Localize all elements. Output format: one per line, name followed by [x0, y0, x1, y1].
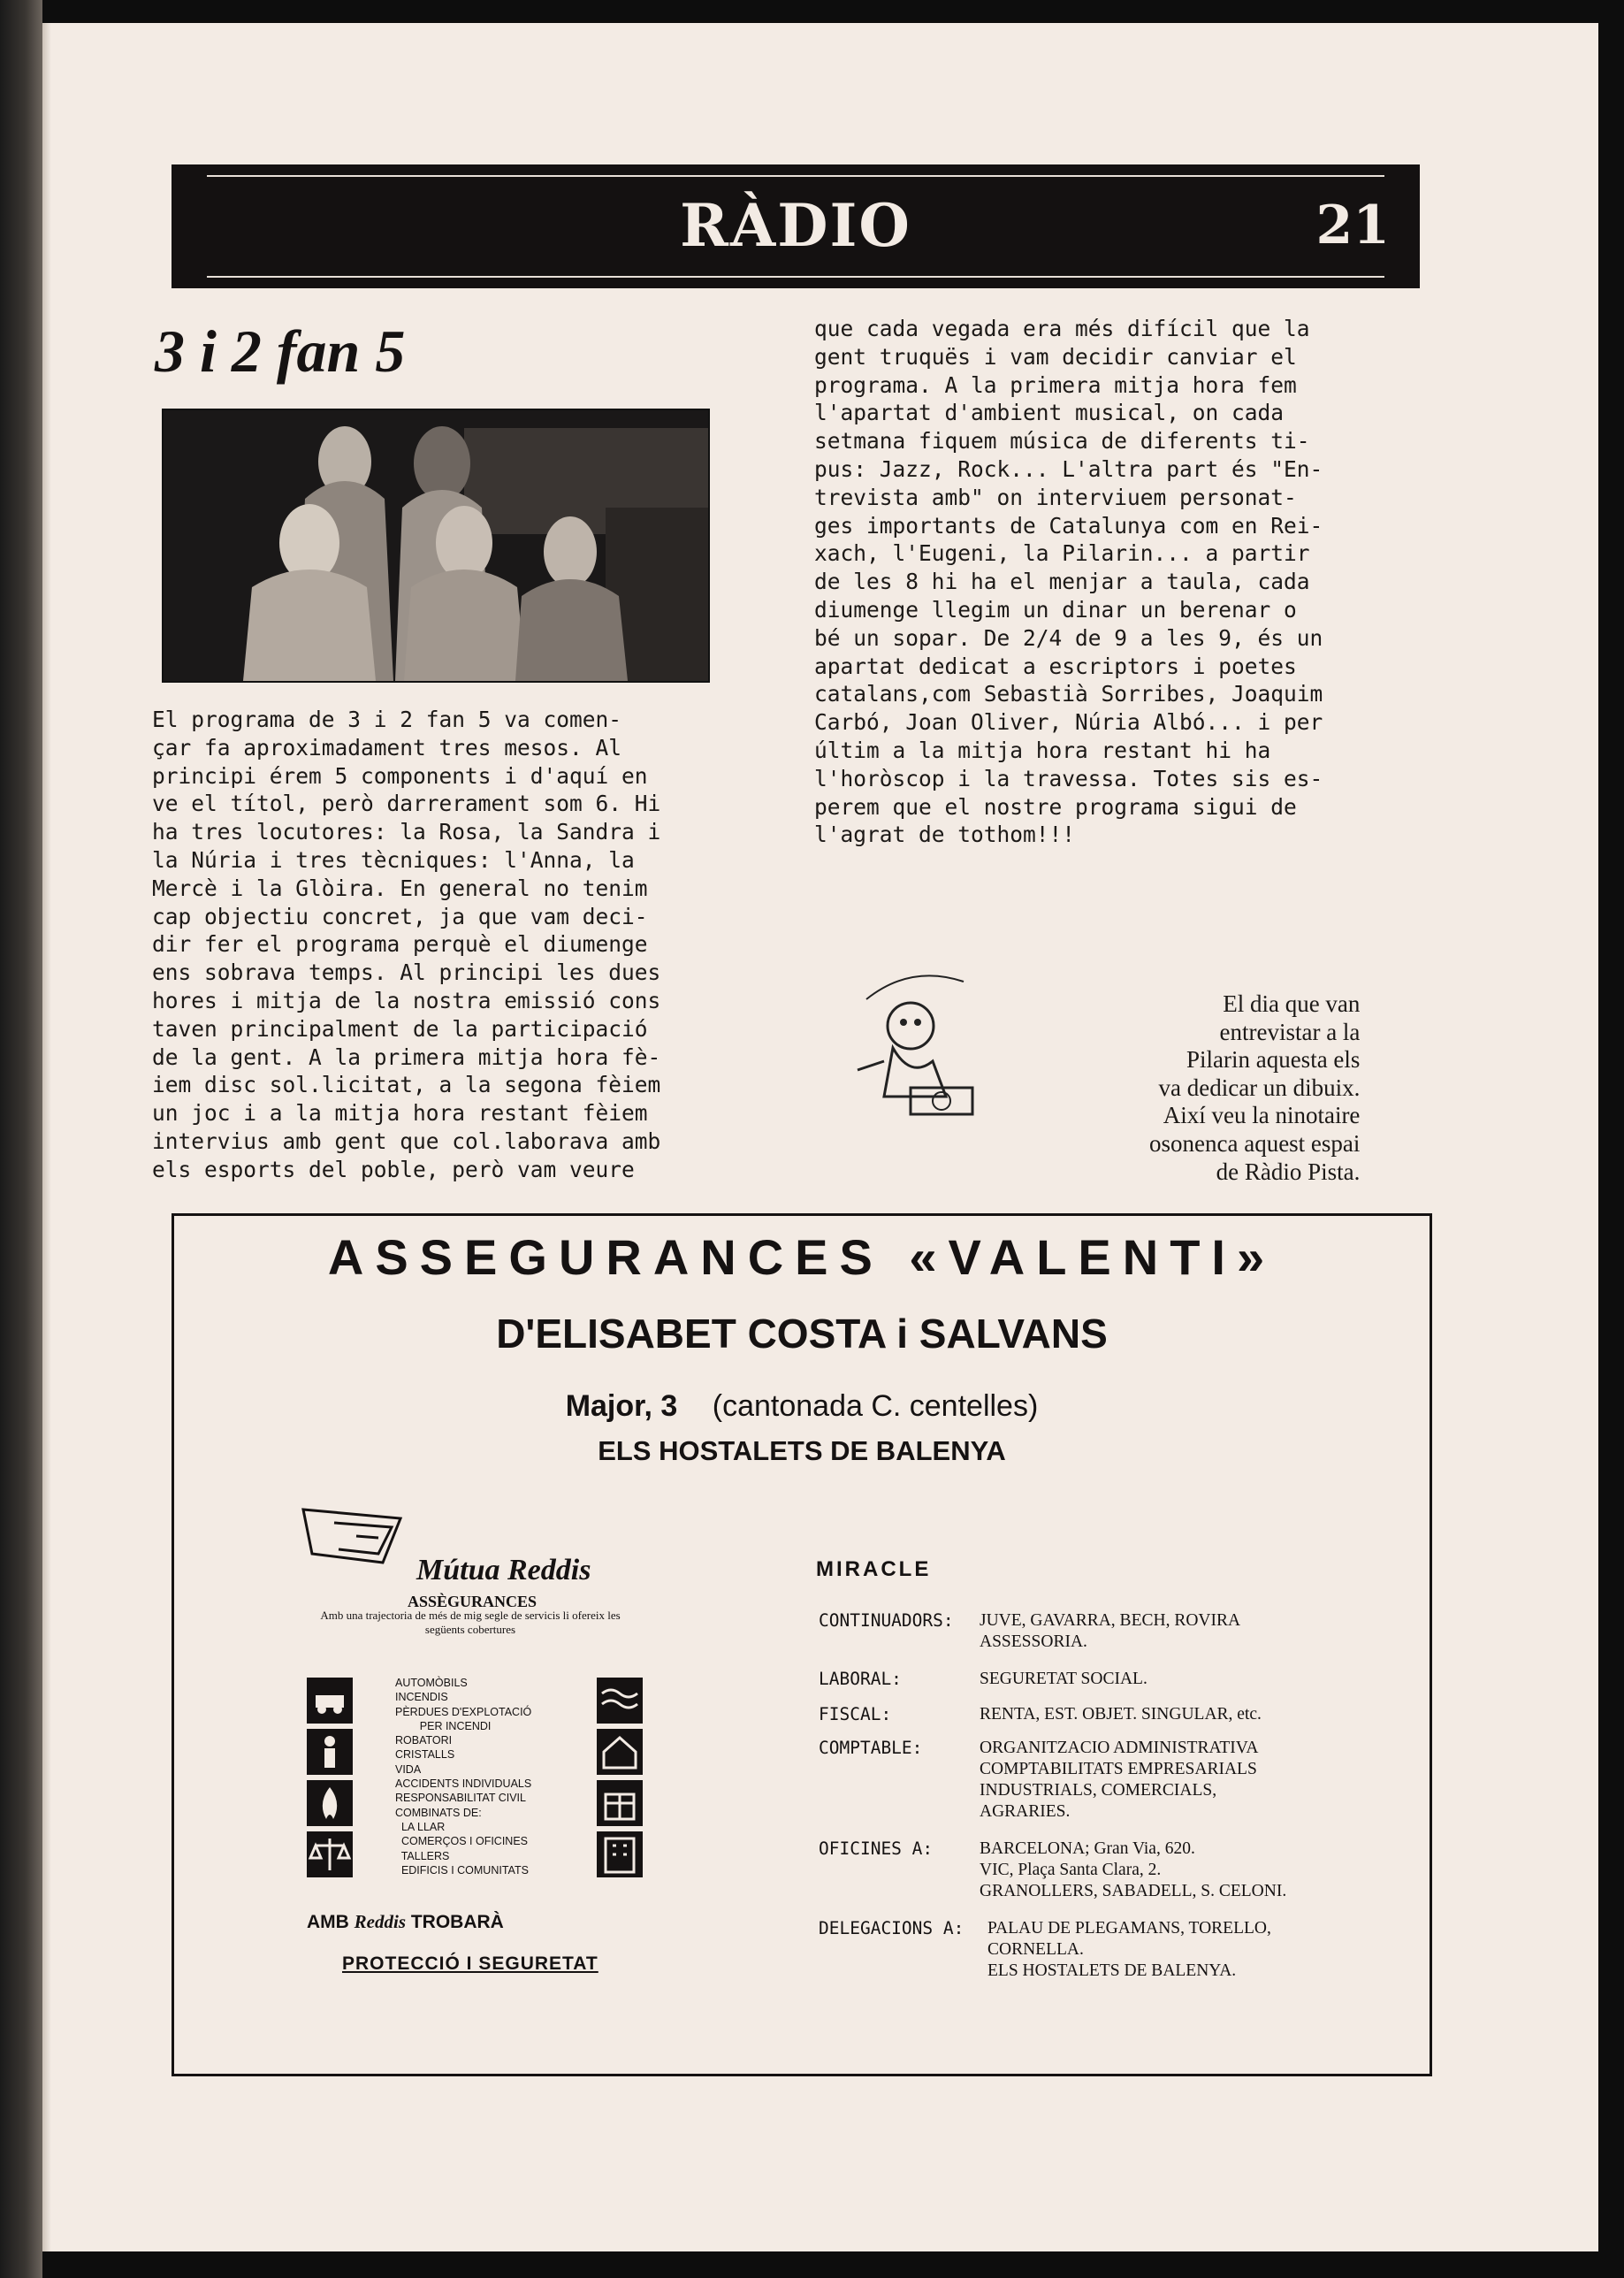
mutua-reddis-logo	[294, 1501, 418, 1570]
miracle-value: ORGANITZACIO ADMINISTRATIVA COMPTABILITATS EMPRESARIALS INDUSTRIALS, COMERCIALS, AGRARIES.	[980, 1739, 1259, 1821]
slogan-post: TROBARÀ	[410, 1912, 504, 1932]
gift-icon	[597, 1780, 643, 1826]
group-photo	[162, 409, 710, 683]
header-bottom-rule	[207, 276, 1384, 278]
section-title: RÀDIO	[680, 191, 911, 260]
ad-corner: (cantonada C. centelles)	[712, 1389, 1039, 1423]
fire-icon	[307, 1780, 353, 1826]
car-icon	[307, 1678, 353, 1724]
section-header	[172, 164, 1420, 288]
miracle-label: COMPTABLE:	[819, 1738, 923, 1758]
person-icon	[307, 1729, 353, 1775]
miracle-value: SEGURETAT SOCIAL.	[980, 1670, 1147, 1688]
group-photo-image	[164, 410, 708, 681]
header-top-rule	[207, 175, 1384, 177]
mutua-assegurances: ASSÈGURANCES	[408, 1593, 538, 1610]
mutua-name: Mútua Reddis	[416, 1554, 591, 1586]
ad-town: ELS HOSTALETS DE BALENYA	[598, 1435, 1006, 1466]
miracle-label: OFICINES A:	[819, 1838, 934, 1859]
miracle-value: RENTA, EST. OBJET. SINGULAR, etc.	[980, 1705, 1262, 1724]
article-title: 3 i 2 fan 5	[155, 317, 406, 385]
miracle-label: FISCAL:	[819, 1704, 892, 1724]
cartoon-caption: El dia que van entrevistar a la Pilarin aquesta els va dedicar un dibuix. Així veu la ninotaire osonenca aquest espai de Ràdio Pista.	[1149, 990, 1361, 1185]
house-icon	[597, 1729, 643, 1775]
book-spine	[0, 0, 42, 2278]
waves-icon	[597, 1678, 643, 1724]
mutua-tagline: Amb una trajectoria de més de mig segle de servicis li ofereix les següents cobertures	[320, 1609, 621, 1636]
coverage-list: AUTOMÒBILS INCENDIS PÈRDUES D'EXPLOTACIÓ PER INCENDI ROBATORI CRISTALLS VIDA ACCIDENTS INDIVIDUALS RESPONSABILITAT CIVIL COMBINATS DE: LA LLAR COMERÇOS I OFICINES TALLERS EDIFICIS I COMUNITATS	[395, 1677, 532, 1877]
slogan-brand: Reddis	[354, 1911, 407, 1932]
page-number: 21	[1315, 195, 1390, 256]
slogan-pre: AMB	[307, 1912, 349, 1932]
miracle-label: DELEGACIONS A:	[819, 1918, 964, 1938]
building-icon	[597, 1831, 643, 1877]
article-column-1: El programa de 3 i 2 fan 5 va comen- çar fa aproximadament tres mesos. Al principi érem 5 components i d'aquí en ve el títol, però darrerament som 6. Hi ha tres locutores: la Rosa, la Sandra i la Núria i tres tècniques: l'Anna, la Mercè i la Glòira. En general no tenim cap objectiu concret, ja que vam deci- dir fer el programa perquè el diumenge ens sobrava temps. Al principi les dues hores i mitja de la nostra emissió cons taven principalment de la participació de la gent. A la primera mitja hora fè- iem disc sol.licitat, a la segona fèiem un joc i a la mitja hora restant fèiem intervius amb gent que col.laborava amb els esports del poble, però vam veure	[152, 707, 661, 1182]
miracle-value: BARCELONA; Gran Via, 620. VIC, Plaça Santa Clara, 2. GRANOLLERS, SABADELL, S. CELONI.	[980, 1839, 1287, 1900]
article-column-2: que cada vegada era més difícil que la gent truquës i vam decidir canviar el programa. A la primera mitja hora fem l'apartat d'ambient musical, on cada setmana fiquem música de diferents ti- pus: Jazz, Rock... L'altra part és "En- trevista amb" on interviuem personat- ges importants de Catalunya com en Rei- xach, l'Eugeni, la Pilarin... a partir de les 8 hi ha el menjar a taula, cada diumenge llegim un dinar un berenar o bé un sopar. De 2/4 de 9 a les 9, és un apartat dedicat a escriptors i poetes catalans,com Sebastià Sorribes, Joaquim Carbó, Joan Oliver, Núria Albó... i per últim a la mitja hora restant hi ha l'horòscop i la travessa. Totes sis es- perem que el nostre programa sigui de l'agrat de tothom!!!	[814, 316, 1323, 848]
ad-street: Major, 3	[565, 1389, 678, 1423]
ad-title: ASSEGURANCES «VALENTI»	[327, 1229, 1277, 1285]
miracle-value: JUVE, GAVARRA, BECH, ROVIRA ASSESSORIA.	[980, 1611, 1241, 1651]
miracle-heading: MIRACLE	[816, 1557, 932, 1581]
page-gutter	[42, 23, 51, 2251]
ad-address	[174, 1389, 1430, 1424]
miracle-value: PALAU DE PLEGAMANS, TORELLO, CORNELLA. ELS HOSTALETS DE BALENYA.	[987, 1919, 1271, 1980]
reddis-slogan	[307, 1911, 504, 1933]
miracle-label: CONTINUADORS:	[819, 1610, 954, 1631]
ad-subtitle: D'ELISABET COSTA i SALVANS	[496, 1311, 1108, 1357]
insurance-advertisement	[172, 1213, 1432, 2076]
reddis-slogan-2: PROTECCIÓ I SEGURETAT	[342, 1953, 599, 1974]
scales-icon	[307, 1831, 353, 1877]
miracle-label: LABORAL:	[819, 1669, 902, 1689]
cartoon-drawing	[849, 964, 981, 1123]
